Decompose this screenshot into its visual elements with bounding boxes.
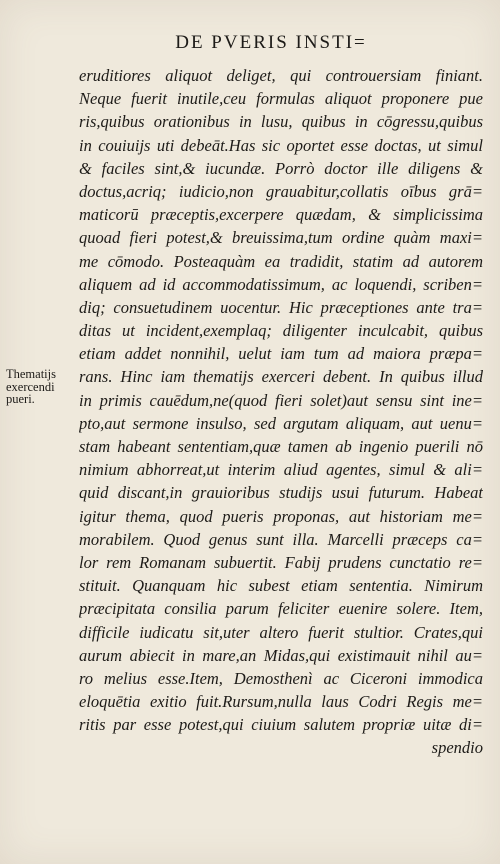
text-line: in primis cauēdum,ne(quod fieri solet)aut sensu sint ine= bbox=[79, 390, 483, 410]
text-line: aurum abiecit in mare,an Midas,qui existimauit nihil au= bbox=[79, 645, 483, 665]
text-line: quoad fieri potest,& breuissima,tum ordine quàm maxi= bbox=[79, 228, 483, 248]
margin-note bbox=[6, 368, 78, 406]
text-line: pto,aut sermone insulso, sed argutam aliquam, aut uenu= bbox=[79, 413, 483, 433]
text-line: quid discant,in grauioribus studijs usui futurum. Habeat bbox=[79, 483, 483, 503]
text-line: in couiuijs uti debeāt.Has sic oportet esse doctas, ut simul bbox=[79, 135, 483, 155]
text-line: diq; consuetudinem uocentur. Hic præceptiones ante tra= bbox=[79, 297, 483, 317]
margin-note-line: exercendi bbox=[6, 379, 55, 394]
text-line: lor rem Romanam subuertit. Fabij prudens cunctatio re= bbox=[79, 552, 483, 572]
text-line: ro melius esse.Item, Demosthenì ac Ciceroni immodica bbox=[79, 668, 483, 688]
text-line: igitur thema, quod pueris proponas, aut historiam me= bbox=[79, 506, 483, 526]
text-line: difficile iudicatu sit,uter altero fuerit stultior. Crates,qui bbox=[79, 622, 483, 642]
margin-note-line: pueri. bbox=[6, 392, 35, 407]
text-line: maticorū præceptis,excerpere quædam, & simplicissima bbox=[79, 205, 483, 225]
text-line: Neque fuerit inutile,ceu formulas aliquot proponere pue bbox=[79, 89, 483, 109]
text-line: eruditiores aliquot deliget, qui controuersiam finiant. bbox=[79, 66, 483, 85]
text-line: eloquētia exitio fuit.Rursum,nulla laus Codri Regis me= bbox=[79, 692, 483, 712]
text-line: nimium abhorreat,ut interim aliud agentes, simul & ali= bbox=[79, 460, 483, 480]
text-line: etiam addet nonnihil, uelut iam tum ad maiora præpa= bbox=[79, 344, 483, 364]
text-line: aliquem ad id accommodatissimum, ac loquendi, scriben= bbox=[79, 274, 483, 294]
text-line: stam habeant sententiam,quæ tamen ab ingenio puerili nō bbox=[79, 437, 483, 456]
body-text bbox=[79, 64, 483, 760]
margin-note-line: Thematijs bbox=[6, 367, 56, 381]
text-line: doctus,acriq; iudicio,non grauabitur,collatis oībus grā= bbox=[79, 181, 483, 201]
text-line: & faciles sint,& iucundæ. Porrò doctor ille diligens & bbox=[79, 158, 483, 178]
text-line: ditas ut incident,exemplaq; diligenter inculcabit, quibus bbox=[79, 321, 483, 341]
catchword: spendio bbox=[431, 738, 483, 758]
text-line: stituit. Quanquam hic subest etiam sententia. Nimirum bbox=[79, 576, 483, 596]
text-line: me cōmodo. Posteaquàm ea tradidit, statim ad autorem bbox=[79, 251, 483, 271]
text-line: ris,quibus orationibus in lusu, quibus in cōgressu,quibus bbox=[79, 112, 483, 132]
text-line: morabilem. Quod genus sunt illa. Marcelli præceps ca= bbox=[79, 529, 483, 549]
text-line: præcipitata consilia parum feliciter euenire solere. Item, bbox=[79, 599, 483, 619]
running-header: DE PVERIS INSTI= bbox=[175, 32, 367, 53]
text-line: rans. Hinc iam thematijs exerceri debent. In quibus illud bbox=[79, 367, 483, 387]
text-line: ritis par esse potest,qui ciuium salutem propriæ uitæ di= bbox=[79, 715, 483, 735]
